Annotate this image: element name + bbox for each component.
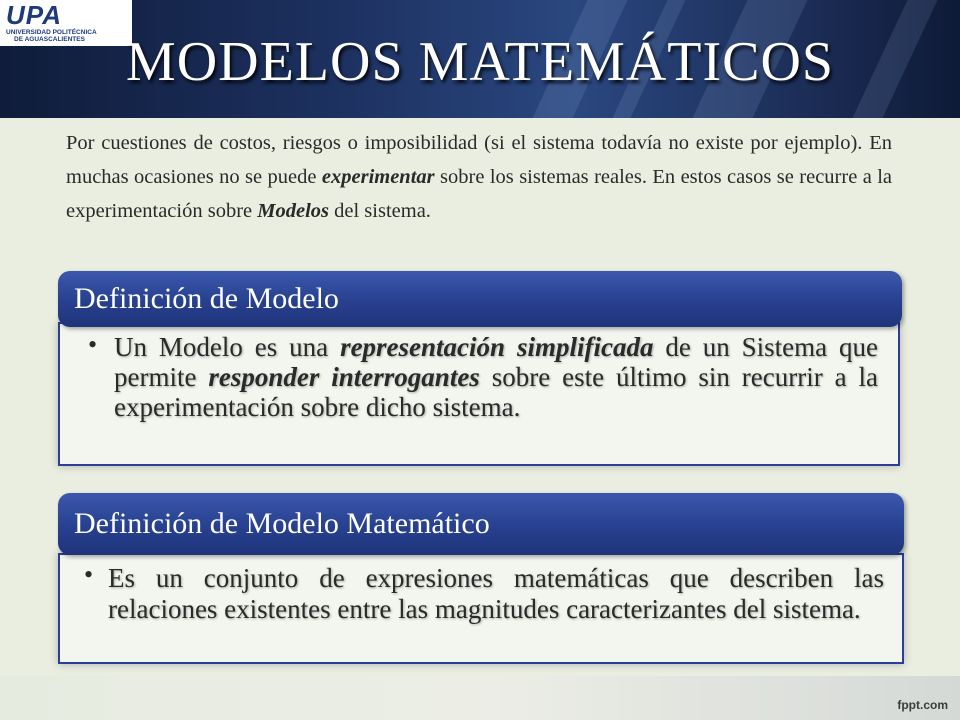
definition-model-text-1: Un Modelo es una [114, 332, 341, 362]
definition-model-text-3: sobre este último sin recurrir a la experimentación sobre dicho sistema. [114, 362, 878, 422]
intro-paragraph [66, 126, 892, 228]
definition-model-text-2: de un Sistema que permite [114, 332, 879, 392]
footer-strip [0, 676, 960, 720]
definition-model-text [114, 332, 878, 422]
intro-emphasis-experimentar: experimentar [321, 166, 435, 188]
definition-math-model-text: Es un conjunto de expresiones matemáticas que describen las relaciones existentes entre las magnitudes caracterizantes del sistema. [108, 563, 884, 624]
definition-model-emphasis-1: representación simplificada [340, 332, 654, 362]
definition-model-heading: Definición de Modelo [74, 282, 339, 315]
slide-title: MODELOS MATEMÁTICOS [125, 31, 835, 93]
definition-math-model-heading: Definición de Modelo Matemático [74, 507, 490, 540]
bullet: • [88, 330, 98, 359]
definition-model-header [58, 271, 902, 327]
intro-emphasis-modelos: Modelos [257, 200, 330, 222]
logo-line-1: UNIVERSIDAD POLITÉCNICA [6, 29, 97, 36]
intro-text-1: Por cuestiones de costos, riesgos o imposibilidad (si el sistema todavía no existe por ejemplo). En muchas ocasiones no se puede [66, 132, 892, 188]
intro-text-3: del sistema. [329, 200, 431, 222]
bullet: • [84, 560, 94, 589]
logo-mark: UPA [6, 0, 62, 30]
definition-model-emphasis-2: responder interrogantes [208, 362, 480, 392]
logo-line-2: DE AGUASCALIENTES [14, 36, 85, 43]
definition-math-model-header [58, 493, 904, 555]
intro-text-2: sobre los sistemas reales. En estos casos se recurre a la experimentación sobre [66, 166, 893, 222]
watermark: fppt.com [897, 698, 948, 712]
